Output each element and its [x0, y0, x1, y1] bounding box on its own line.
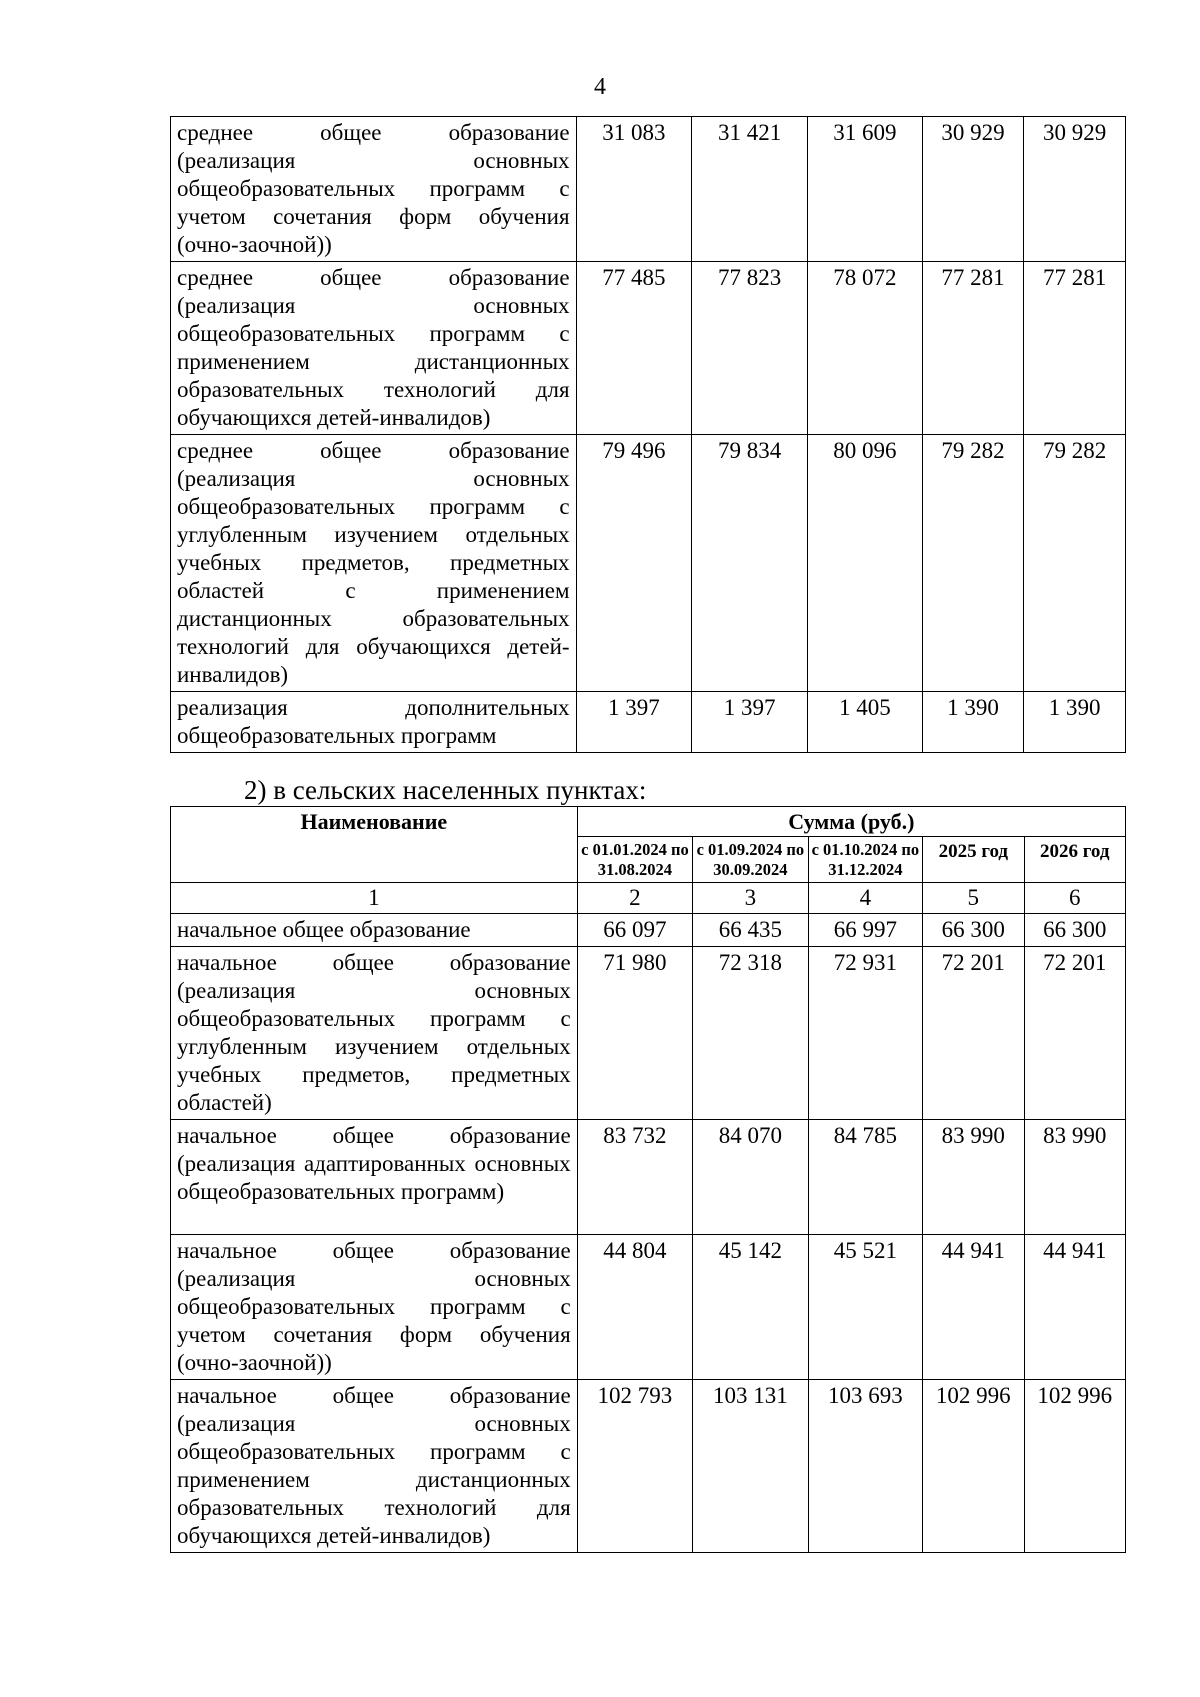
- value-cell: 1 397: [576, 692, 692, 753]
- value-cell: 78 072: [807, 262, 922, 435]
- value-cell: 103 131: [693, 1380, 808, 1553]
- value-cell: 83 732: [577, 1120, 692, 1235]
- value-cell: 31 083: [576, 117, 692, 262]
- name-column-header: Наименование: [171, 807, 578, 883]
- period-header: с 01.10.2024 по 31.12.2024: [808, 837, 922, 883]
- value-cell: 66 997: [808, 914, 922, 947]
- table-row: [171, 692, 1126, 753]
- value-cell: 1 405: [807, 692, 922, 753]
- value-cell: 102 793: [577, 1380, 692, 1553]
- value-cell: 66 300: [923, 914, 1024, 947]
- value-cell: 66 097: [577, 914, 692, 947]
- column-number-row: [171, 883, 1126, 914]
- column-number: 6: [1024, 883, 1126, 914]
- value-cell: 103 693: [808, 1380, 922, 1553]
- value-cell: 44 804: [577, 1235, 692, 1380]
- value-cell: 30 929: [922, 117, 1024, 262]
- value-cell: 66 300: [1024, 914, 1126, 947]
- row-name: начальное общее образование (реализация основных общеобразовательных программ с углубленным изучением отдельных учебных предметов, предметных областей): [171, 947, 578, 1120]
- value-cell: 77 281: [922, 262, 1024, 435]
- value-cell: 80 096: [807, 435, 922, 692]
- value-cell: 83 990: [923, 1120, 1024, 1235]
- value-cell: 72 318: [693, 947, 808, 1120]
- value-cell: 77 281: [1024, 262, 1126, 435]
- value-cell: 84 785: [808, 1120, 922, 1235]
- value-cell: 31 609: [807, 117, 922, 262]
- column-number: 5: [923, 883, 1024, 914]
- table-row: [171, 1120, 1126, 1235]
- header-row: [171, 807, 1126, 837]
- value-cell: 72 201: [1024, 947, 1126, 1120]
- value-cell: 66 435: [693, 914, 808, 947]
- value-cell: 77 823: [692, 262, 808, 435]
- page-number: 4: [594, 74, 606, 100]
- value-cell: 79 496: [576, 435, 692, 692]
- value-cell: 102 996: [1024, 1380, 1126, 1553]
- section-heading: 2) в сельских населенных пунктах:: [244, 775, 647, 805]
- table-row: [171, 947, 1126, 1120]
- value-cell: 72 201: [923, 947, 1024, 1120]
- value-cell: 44 941: [1024, 1235, 1126, 1380]
- table-row: [171, 1235, 1126, 1380]
- table-row: [171, 117, 1126, 262]
- table-row: [171, 435, 1126, 692]
- value-cell: 102 996: [923, 1380, 1024, 1553]
- row-name: начальное общее образование (реализация основных общеобразовательных программ с применением дистанционных образовательных технологий для обучающихся детей-инвалидов): [171, 1380, 578, 1553]
- row-name: начальное общее образование: [171, 914, 578, 947]
- table-row: [171, 914, 1126, 947]
- row-name: реализация дополнительных общеобразовательных программ: [171, 692, 577, 753]
- value-cell: 83 990: [1024, 1120, 1126, 1235]
- value-cell: 77 485: [576, 262, 692, 435]
- value-cell: 71 980: [577, 947, 692, 1120]
- allocation-table-continued: [170, 116, 1126, 753]
- value-cell: 45 142: [693, 1235, 808, 1380]
- row-name: среднее общее образование (реализация основных общеобразовательных программ с применением дистанционных образовательных технологий для обучающихся детей-инвалидов): [171, 262, 577, 435]
- row-name: начальное общее образование (реализация адаптированных основных общеобразовательных программ): [171, 1120, 578, 1235]
- sum-column-header: Сумма (руб.): [577, 807, 1125, 837]
- value-cell: 1 390: [922, 692, 1024, 753]
- row-name: среднее общее образование (реализация основных общеобразовательных программ с учетом сочетания форм обучения (очно-заочной)): [171, 117, 577, 262]
- column-number: 1: [171, 883, 578, 914]
- value-cell: 72 931: [808, 947, 922, 1120]
- value-cell: 79 282: [922, 435, 1024, 692]
- value-cell: 84 070: [693, 1120, 808, 1235]
- column-number: 4: [808, 883, 922, 914]
- table-row: [171, 262, 1126, 435]
- value-cell: 79 282: [1024, 435, 1126, 692]
- value-cell: 30 929: [1024, 117, 1126, 262]
- column-number: 2: [577, 883, 692, 914]
- value-cell: 44 941: [923, 1235, 1024, 1380]
- period-header: с 01.01.2024 по 31.08.2024: [577, 837, 692, 883]
- rural-allocation-table: [170, 806, 1126, 1553]
- table-row: [171, 1380, 1126, 1553]
- row-name: среднее общее образование (реализация основных общеобразовательных программ с углубленным изучением отдельных учебных предметов, предметных областей с применением дистанционных образовательных технологий для обучающихся детей-инвалидов): [171, 435, 577, 692]
- value-cell: 31 421: [692, 117, 808, 262]
- value-cell: 1 397: [692, 692, 808, 753]
- row-name: начальное общее образование (реализация основных общеобразовательных программ с учетом сочетания форм обучения (очно-заочной)): [171, 1235, 578, 1380]
- value-cell: 45 521: [808, 1235, 922, 1380]
- period-header: 2025 год: [923, 837, 1024, 883]
- value-cell: 79 834: [692, 435, 808, 692]
- value-cell: 1 390: [1024, 692, 1126, 753]
- column-number: 3: [693, 883, 808, 914]
- period-header: 2026 год: [1024, 837, 1126, 883]
- period-header: с 01.09.2024 по 30.09.2024: [693, 837, 808, 883]
